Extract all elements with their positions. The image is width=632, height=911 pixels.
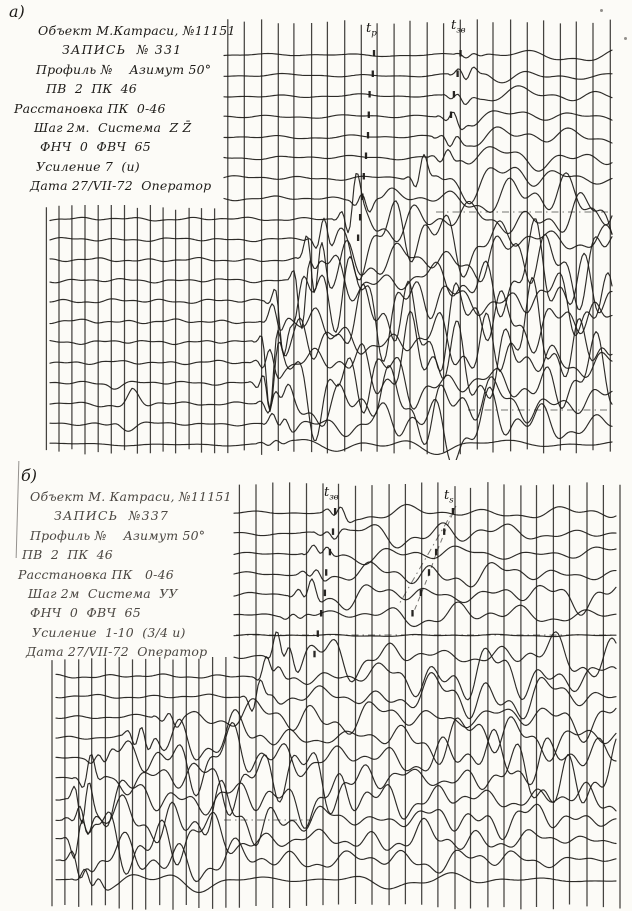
info-line-object: Объект М.Катраси, №11151: [38, 23, 236, 38]
panel-b-record: [0, 460, 632, 911]
info-line-pv-pk: ПВ 2 ПК 46: [46, 81, 137, 97]
info-line-spread: Расстановка ПК 0-46: [14, 100, 166, 116]
info-line-pv-pk: ПВ 2 ПК 46: [22, 547, 113, 563]
arrival-marker-ts: $t_s$: [444, 488, 454, 506]
panel-b-info-block: [0, 460, 232, 660]
info-line-date: Дата 27/VII-72 Оператор: [30, 178, 212, 194]
arrival-marker-tzv: $t_{зв}$: [451, 18, 466, 36]
info-line-filters: ФНЧ 0 ФВЧ 65: [30, 605, 141, 621]
scan-speck: [624, 37, 627, 40]
panel-a-tag: а): [9, 2, 25, 21]
info-line-record: ЗАПИСЬ № 331: [62, 42, 183, 58]
info-line-profile: Профиль № Азимут 50°: [30, 527, 206, 543]
info-line-gain: Усиление 7 (и): [36, 158, 140, 174]
info-line-record: ЗАПИСЬ №337: [54, 508, 170, 524]
panel-b-info-lines: [0, 487, 232, 662]
panel-a-info-lines: [0, 21, 236, 196]
panel-a-info-block: [0, 0, 236, 205]
info-line-system: Шаг 2м Система УУ: [28, 586, 178, 602]
info-line-filters: ФНЧ 0 ФВЧ 65: [40, 139, 151, 155]
panel-b-tag: б): [21, 466, 38, 485]
info-line-system: Шаг 2м. Система Z Z̄: [34, 120, 192, 136]
arrival-marker-tp: $t_р$: [366, 21, 377, 39]
arrival-marker-tzv: $t_{зв}$: [324, 485, 339, 503]
info-line-gain: Усиление 1-10 (3/4 и): [32, 624, 186, 640]
scan-speck: [600, 9, 603, 12]
info-line-spread: Расстановка ПК 0-46: [18, 566, 174, 582]
info-line-profile: Профиль № Азимут 50°: [36, 61, 212, 77]
info-line-object: Объект М. Катраси, №11151: [30, 489, 232, 504]
info-line-date: Дата 27/VII-72 Оператор: [26, 644, 208, 660]
